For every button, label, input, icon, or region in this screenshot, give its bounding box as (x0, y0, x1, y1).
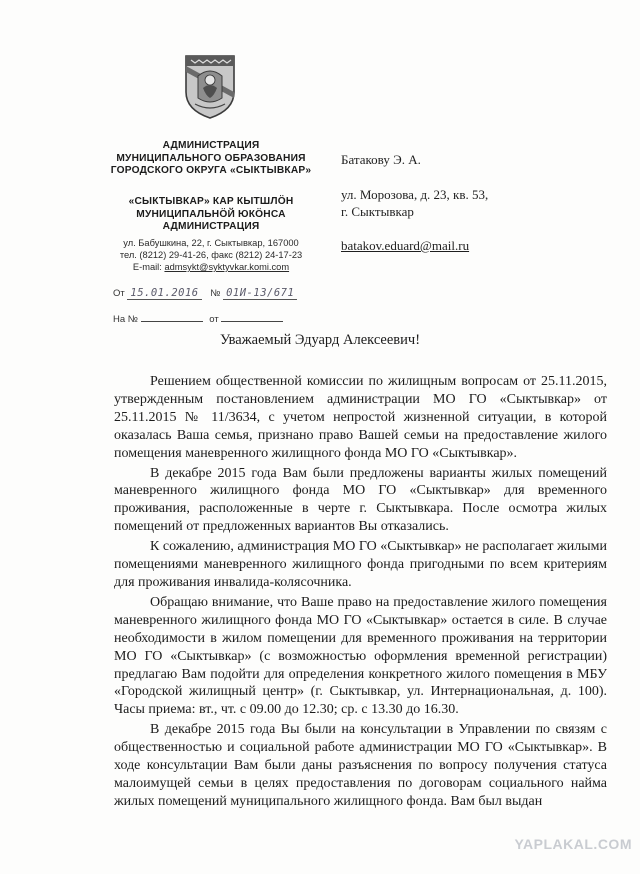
letterhead-email[interactable]: admsykt@syktyvkar.komi.com (164, 262, 290, 272)
reply-number-blank (141, 312, 203, 322)
reply-label: На № (113, 314, 138, 325)
reply-from-label: от (209, 314, 219, 325)
letterhead-line: АДМИНИСТРАЦИЯ (162, 140, 260, 151)
coat-of-arms-emblem (183, 52, 237, 120)
body-paragraph: К сожалению, администрация МО ГО «Сыктывкар» не располагает жилыми помещениями маневренного жилищного фонда пригодными по всем критериям для проживания инвалида-колясочника. (114, 539, 607, 590)
body-paragraph: В декабре 2015 года Вы были на консультации в Управлении по связям с общественностью и социальной работе администрации МО ГО «Сыктывкар». В ходе консультации Вам были даны разъяснения по вопросу получения статуса малоимущей семьи в целях предоставления по договорам социального найма жилых помещений муниципального жилищного фонда. Вам был выдан (114, 722, 607, 809)
site-watermark: YAPLAKAL.COM (514, 836, 632, 852)
greeting: Уважаемый Эдуард Алексеевич! (219, 332, 421, 348)
body-paragraph: Обращаю внимание, что Ваше право на предоставление жилого помещения маневренного жилищного фонда МО ГО «Сыктывкар» остается в силе. В случае необходимости в жилом помещении для временного проживания на территории МО ГО «Сыктывкар» (с возможностью оформления временной регистрации) предлагаю Вам подойти для определения конкретного жилого помещения в МБУ «Городской жилищный центр» (г. Сыктывкар, ул. Интернациональная, д. 100). Часы приема: вт., чт. с 09.00 до 12.30; ср. с 13.30 до 16.30. (114, 594, 607, 718)
letterhead-line: МУНИЦИПАЛЬНОГО ОБРАЗОВАНИЯ (116, 152, 306, 164)
from-label: От (113, 288, 125, 299)
letterhead-line: МУНИЦИПАЛЬНÖЙ ЮКÖНСА (136, 208, 286, 220)
letterhead-phone: тел. (8212) 29-41-26, факс (8212) 24-17-23 (119, 250, 303, 260)
letter-body (114, 373, 607, 813)
letterhead-email-row (102, 261, 320, 273)
reply-reference (113, 312, 283, 325)
letterhead-line: ГОРОДСКОГО ОКРУГА «СЫКТЫВКАР» (110, 165, 312, 177)
letterhead-contacts (102, 237, 320, 273)
reply-date-blank (221, 312, 283, 322)
handwritten-date: 15.01.2016 (127, 287, 201, 300)
recipient-name: Батакову Э. А. (341, 152, 421, 167)
body-paragraph: В декабре 2015 года Вам были предложены варианты жилых помещений маневренного жилищного фонда МО ГО «Сыктывкар» для временного проживания, расположенные в черте г. Сыктывкара. После осмотра жилых помещений от предложенных вариантов Вы отказались. (114, 465, 607, 535)
handwritten-number: 01И-13/671 (223, 287, 297, 300)
recipient-email[interactable]: batakov.eduard@mail.ru (341, 238, 470, 253)
outgoing-reference (113, 287, 297, 299)
body-paragraph: Решением общественной комиссии по жилищным вопросам от 25.11.2015, утвержденным постановлением администрации МО ГО «Сыктывкар» от 25.11.2015 № 11/3634, с учетом непростой жизненной ситуации, в которой оказалась Ваша семья, признано право Вашей семьи на предоставление жилого помещения маневренного жилищного фонда МО ГО «Сыктывкар». (114, 374, 607, 461)
number-label: № (210, 288, 221, 299)
recipient-city: г. Сыктывкар (341, 204, 414, 219)
letterhead-line: «СЫКТЫВКАР» КАР КЫТШЛÖН (128, 196, 294, 207)
letterhead-line: АДМИНИСТРАЦИЯ (162, 221, 260, 233)
letterhead-address: ул. Бабушкина, 22, г. Сыктывкар, 167000 (123, 238, 299, 248)
letterhead-komi (102, 196, 320, 234)
recipient-street: ул. Морозова, д. 23, кв. 53, (341, 187, 489, 202)
letterhead-russian (102, 140, 320, 178)
letterhead-email-label: E-mail: (132, 262, 162, 272)
